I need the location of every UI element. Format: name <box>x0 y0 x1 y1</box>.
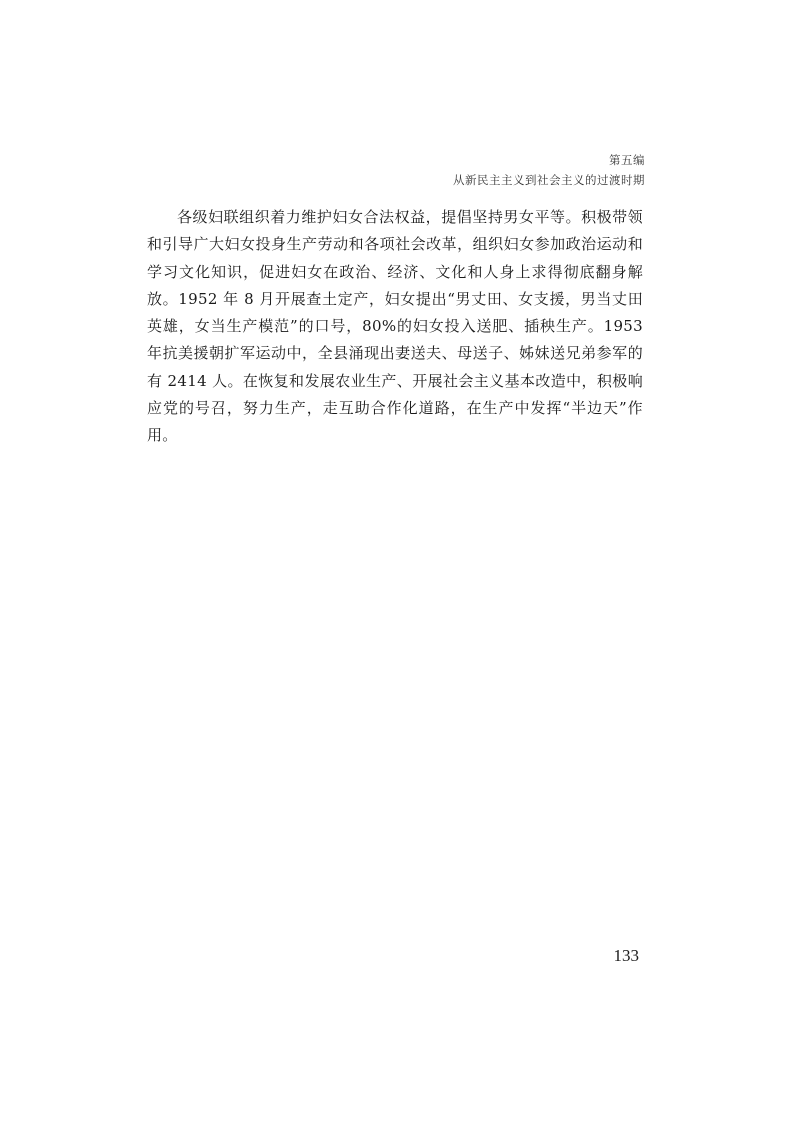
part-title: 第五编 <box>609 153 645 167</box>
running-header <box>453 150 645 190</box>
page-number: 133 <box>613 946 639 965</box>
section-subtitle: 从新民主主义到社会主义的过渡时期 <box>453 173 645 187</box>
body-paragraph: 各级妇联组织着力维护妇女合法权益，提倡坚持男女平等。积极带领和引导广大妇女投身生产劳动和各项社会改革，组织妇女参加政治运动和学习文化知识，促进妇女在政治、经济、文化和人身上求得彻底翻身解放。1952 年 8 月开展查土定产，妇女提出“男丈田、女支援，男当丈田英雄，女当生产模范”的口号，80%的妇女投入送肥、插秧生产。1953 年抗美援朝扩军运动中，全县涌现出妻送夫、母送子、姊妹送兄弟参军的有 2414 人。在恢复和发展农业生产、开展社会主义基本改造中，积极响应党的号召，努力生产，走互助合作化道路，在生产中发挥“半边天”作用。 <box>147 208 643 445</box>
